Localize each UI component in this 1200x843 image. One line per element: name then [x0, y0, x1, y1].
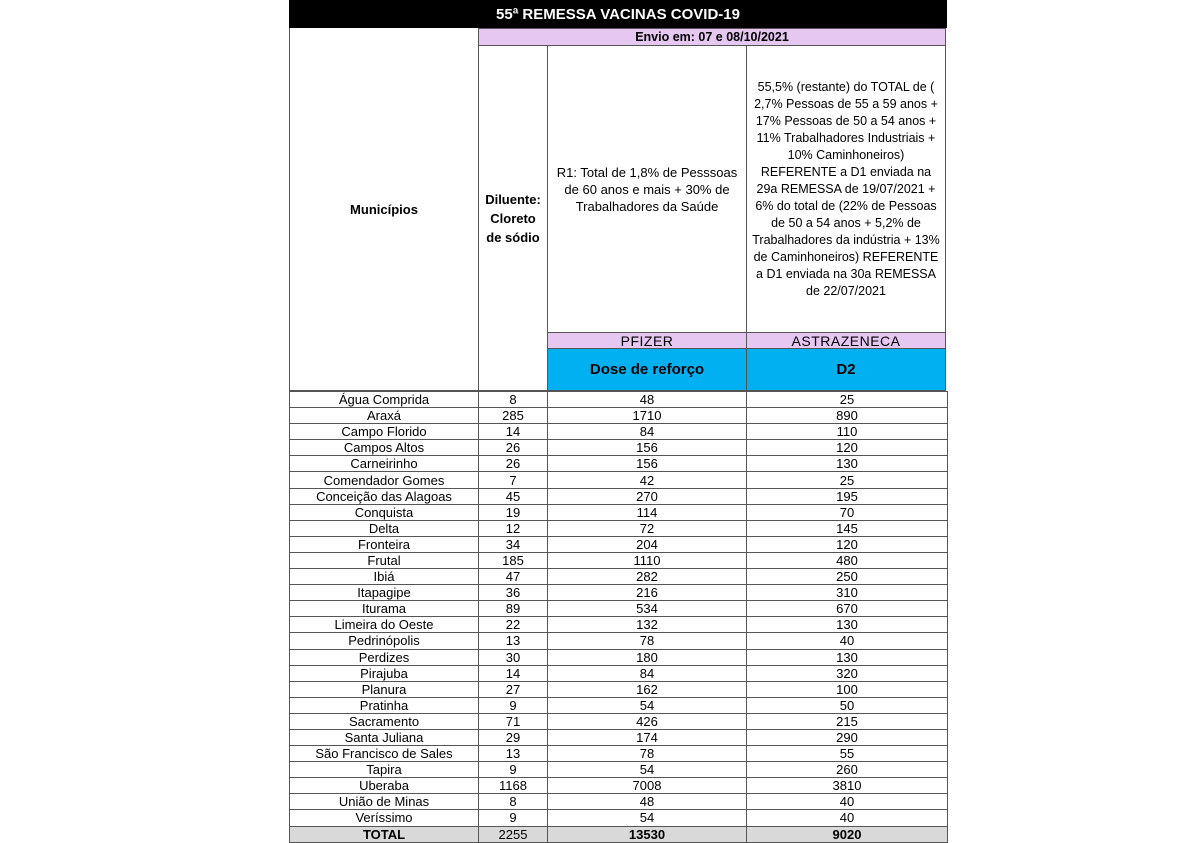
municipio-cell: Delta — [290, 520, 479, 536]
diluente-cell: 185 — [479, 552, 548, 568]
pfizer-cell: 54 — [548, 697, 747, 713]
municipio-cell: Comendador Gomes — [290, 472, 479, 488]
astrazeneca-cell: 50 — [747, 697, 948, 713]
total-row — [290, 826, 948, 842]
table-row — [290, 697, 948, 713]
astrazeneca-cell: 120 — [747, 440, 948, 456]
table-row — [290, 456, 948, 472]
astrazeneca-cell: 70 — [747, 504, 948, 520]
diluente-header-line-1: Diluente: — [485, 191, 541, 207]
diluente-header-line-2: Cloreto — [490, 210, 536, 226]
diluente-cell: 1168 — [479, 778, 548, 794]
diluente-cell: 22 — [479, 617, 548, 633]
diluente-cell: 27 — [479, 681, 548, 697]
astrazeneca-cell: 215 — [747, 713, 948, 729]
table-row — [290, 633, 948, 649]
pfizer-cell: 84 — [548, 424, 747, 440]
pfizer-cell: 72 — [548, 520, 747, 536]
diluente-cell: 26 — [479, 440, 548, 456]
pfizer-cell: 174 — [548, 729, 747, 745]
table-row — [290, 569, 948, 585]
astrazeneca-cell: 250 — [747, 569, 948, 585]
municipio-cell: Conquista — [290, 504, 479, 520]
table-row — [290, 585, 948, 601]
astrazeneca-label: ASTRAZENECA — [746, 332, 946, 349]
table-row — [290, 681, 948, 697]
pfizer-cell: 180 — [548, 649, 747, 665]
pfizer-cell: 204 — [548, 536, 747, 552]
municipio-cell: Araxá — [290, 408, 479, 424]
municipio-cell: Campos Altos — [290, 440, 479, 456]
municipio-cell: Tapira — [290, 762, 479, 778]
astrazeneca-cell: 25 — [747, 472, 948, 488]
pfizer-cell: 162 — [548, 681, 747, 697]
municipio-cell: Sacramento — [290, 713, 479, 729]
table-row — [290, 424, 948, 440]
pfizer-cell: 78 — [548, 633, 747, 649]
municipio-cell: Campo Florido — [290, 424, 479, 440]
diluente-cell: 26 — [479, 456, 548, 472]
table-row — [290, 713, 948, 729]
pfizer-cell: 1110 — [548, 552, 747, 568]
diluente-cell: 13 — [479, 633, 548, 649]
table-row — [290, 762, 948, 778]
diluente-cell: 19 — [479, 504, 548, 520]
municipio-cell: Conceição das Alagoas — [290, 488, 479, 504]
astrazeneca-cell: 100 — [747, 681, 948, 697]
astrazeneca-cell: 480 — [747, 552, 948, 568]
municipio-cell: Planura — [290, 681, 479, 697]
diluente-cell: 285 — [479, 408, 548, 424]
diluente-cell: 14 — [479, 424, 548, 440]
astrazeneca-dose-label: D2 — [746, 348, 946, 391]
pfizer-label: PFIZER — [547, 332, 747, 349]
astrazeneca-cell: 130 — [747, 649, 948, 665]
pfizer-cell: 78 — [548, 746, 747, 762]
astrazeneca-cell: 40 — [747, 810, 948, 826]
pfizer-cell: 270 — [548, 488, 747, 504]
pfizer-cell: 54 — [548, 810, 747, 826]
astrazeneca-cell: 130 — [747, 617, 948, 633]
table-row — [290, 392, 948, 408]
municipio-cell: Itapagipe — [290, 585, 479, 601]
pfizer-cell: 156 — [548, 456, 747, 472]
municipios-header: Municípios — [289, 28, 479, 391]
municipio-cell: Limeira do Oeste — [290, 617, 479, 633]
astrazeneca-cell: 260 — [747, 762, 948, 778]
diluente-cell: 36 — [479, 585, 548, 601]
astrazeneca-cell: 55 — [747, 746, 948, 762]
astrazeneca-cell: 25 — [747, 392, 948, 408]
diluente-cell: 7 — [479, 472, 548, 488]
astrazeneca-cell: 310 — [747, 585, 948, 601]
pfizer-description: R1: Total de 1,8% de Pesssoas de 60 anos e mais + 30% de Trabalhadores da Saúde — [547, 45, 747, 333]
municipio-cell: União de Minas — [290, 794, 479, 810]
astrazeneca-cell: 40 — [747, 633, 948, 649]
municipio-cell: São Francisco de Sales — [290, 746, 479, 762]
table-row — [290, 488, 948, 504]
astrazeneca-cell: 110 — [747, 424, 948, 440]
pfizer-cell: 48 — [548, 392, 747, 408]
astrazeneca-cell: 40 — [747, 794, 948, 810]
table-row — [290, 536, 948, 552]
diluente-cell: 8 — [479, 392, 548, 408]
astrazeneca-cell: 320 — [747, 665, 948, 681]
vaccine-shipment-sheet — [289, 0, 947, 842]
municipio-cell: Pedrinópolis — [290, 633, 479, 649]
pfizer-cell: 216 — [548, 585, 747, 601]
shipment-date-banner: Envio em: 07 e 08/10/2021 — [478, 28, 946, 46]
diluente-cell: 71 — [479, 713, 548, 729]
astrazeneca-cell: 670 — [747, 601, 948, 617]
pfizer-cell: 282 — [548, 569, 747, 585]
diluente-cell: 30 — [479, 649, 548, 665]
diluente-cell: 34 — [479, 536, 548, 552]
diluente-cell: 45 — [479, 488, 548, 504]
municipio-cell: Ibiá — [290, 569, 479, 585]
diluente-header — [478, 45, 548, 391]
table-row — [290, 552, 948, 568]
astrazeneca-cell: 145 — [747, 520, 948, 536]
municipio-cell: Santa Juliana — [290, 729, 479, 745]
table-body — [290, 392, 948, 843]
pfizer-cell: 156 — [548, 440, 747, 456]
municipio-cell: Água Comprida — [290, 392, 479, 408]
municipio-cell: Carneirinho — [290, 456, 479, 472]
table-row — [290, 649, 948, 665]
diluente-cell: 89 — [479, 601, 548, 617]
municipio-cell: Uberaba — [290, 778, 479, 794]
table-row — [290, 746, 948, 762]
table-row — [290, 778, 948, 794]
municipio-cell: Veríssimo — [290, 810, 479, 826]
astrazeneca-cell: 130 — [747, 456, 948, 472]
table-row — [290, 729, 948, 745]
table-row — [290, 472, 948, 488]
municipio-cell: Pratinha — [290, 697, 479, 713]
pfizer-cell: 54 — [548, 762, 747, 778]
municipio-cell: Frutal — [290, 552, 479, 568]
diluente-cell: 8 — [479, 794, 548, 810]
diluente-header-line-3: de sódio — [486, 229, 540, 245]
municipio-cell: Perdizes — [290, 649, 479, 665]
diluente-cell: 9 — [479, 697, 548, 713]
pfizer-dose-label: Dose de reforço — [547, 348, 747, 391]
astrazeneca-cell: 290 — [747, 729, 948, 745]
pfizer-cell: 426 — [548, 713, 747, 729]
pfizer-cell: 1710 — [548, 408, 747, 424]
table-row — [290, 408, 948, 424]
total-label: TOTAL — [290, 826, 479, 842]
pfizer-cell: 132 — [548, 617, 747, 633]
astrazeneca-description: 55,5% (restante) do TOTAL de ( 2,7% Pessoas de 55 a 59 anos + 17% Pessoas de 50 a 54 anos + 11% Trabalhadores Industriais + 10% Caminhoneiros) REFERENTE a D1 enviada na 29a REMESSA de 19/07/2021 + 6% do total de (22% de Pessoas de 50 a 54 anos + 5,2% de Trabalhadores da indústria + 13% de Caminhoneiros) REFERENTE a D1 enviada na 30a REMESSA de 22/07/2021 — [746, 45, 946, 333]
diluente-cell: 12 — [479, 520, 548, 536]
total-astrazeneca: 9020 — [747, 826, 948, 842]
astrazeneca-cell: 3810 — [747, 778, 948, 794]
pfizer-cell: 534 — [548, 601, 747, 617]
diluente-cell: 29 — [479, 729, 548, 745]
total-diluente: 2255 — [479, 826, 548, 842]
diluente-cell: 9 — [479, 810, 548, 826]
municipio-cell: Iturama — [290, 601, 479, 617]
diluente-cell: 13 — [479, 746, 548, 762]
pfizer-cell: 48 — [548, 794, 747, 810]
pfizer-cell: 84 — [548, 665, 747, 681]
pfizer-cell: 42 — [548, 472, 747, 488]
municipio-cell: Pirajuba — [290, 665, 479, 681]
table-row — [290, 440, 948, 456]
page-title: 55ª REMESSA VACINAS COVID-19 — [289, 0, 947, 28]
astrazeneca-cell: 890 — [747, 408, 948, 424]
astrazeneca-cell: 120 — [747, 536, 948, 552]
table-row — [290, 665, 948, 681]
total-pfizer: 13530 — [548, 826, 747, 842]
table-row — [290, 810, 948, 826]
distribution-table — [289, 391, 948, 843]
table-row — [290, 794, 948, 810]
diluente-cell: 9 — [479, 762, 548, 778]
municipio-cell: Fronteira — [290, 536, 479, 552]
astrazeneca-cell: 195 — [747, 488, 948, 504]
pfizer-cell: 114 — [548, 504, 747, 520]
table-row — [290, 520, 948, 536]
diluente-cell: 14 — [479, 665, 548, 681]
diluente-cell: 47 — [479, 569, 548, 585]
pfizer-cell: 7008 — [548, 778, 747, 794]
table-row — [290, 617, 948, 633]
table-row — [290, 601, 948, 617]
table-row — [290, 504, 948, 520]
